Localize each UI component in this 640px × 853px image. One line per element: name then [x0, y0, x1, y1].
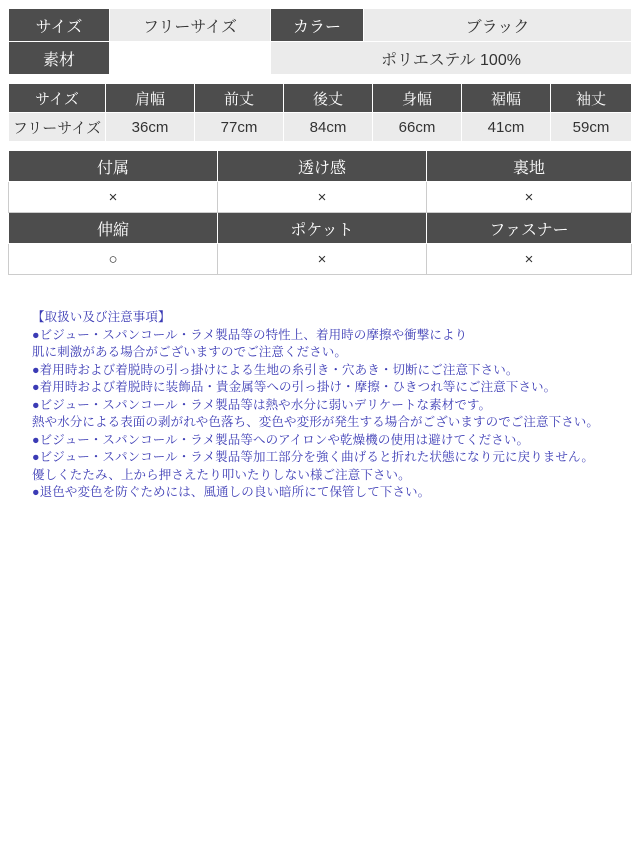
care-note-line: ●着用時および着脱時の引っ掛けによる生地の糸引き・穴あき・切断にご注意下さい。 — [32, 362, 519, 377]
spec-value-material: ポリエステル 100% — [271, 42, 632, 75]
feature-header-stretch: 伸縮 — [9, 213, 218, 244]
care-note-line: 優しくたたみ、上から押さえたり叩いたりしない様ご注意下さい。 — [32, 467, 411, 482]
care-note-line: 熱や水分による表面の剥がれや色落ち、変色や変形が発生する場合がございますのでご注意下さい。 — [32, 415, 600, 429]
care-note-line: ●退色や変色を防ぐためには、風通しの良い暗所にて保管して下さい。 — [32, 485, 431, 499]
feature-value-lining: × — [427, 182, 632, 213]
measurement-value-back-length: 84cm — [284, 113, 373, 142]
care-note-line: ●ビジュー・スパンコール・ラメ製品等の特性上、着用時の摩擦や衝撃により — [32, 327, 468, 342]
spec-value-color: ブラック — [364, 9, 632, 42]
measurement-header-hem-width: 裾幅 — [462, 84, 551, 113]
table-row — [9, 113, 632, 142]
spec-label-material: 素材 — [9, 42, 110, 75]
feature-header-accessory: 付属 — [9, 151, 218, 182]
measurement-header-front-length: 前丈 — [195, 84, 284, 113]
measurement-value-front-length: 77cm — [195, 113, 284, 142]
feature-value-zipper: × — [427, 244, 632, 275]
spec-spacer-cell — [110, 42, 271, 75]
measurement-header-size: サイズ — [9, 84, 106, 113]
spec-label-color: カラー — [271, 9, 364, 42]
table-row — [9, 244, 632, 275]
measurement-table — [8, 83, 632, 142]
feature-value-sheerness: × — [218, 182, 427, 213]
care-note-line: ●ビジュー・スパンコール・ラメ製品等は熱や水分に弱いデリケートな素材です。 — [32, 397, 492, 412]
feature-value-stretch: ○ — [9, 244, 218, 275]
spec-table — [8, 8, 632, 75]
measurement-header-back-length: 後丈 — [284, 84, 373, 113]
care-note-line: ●ビジュー・スパンコール・ラメ製品等加工部分を強く曲げると折れた状態になり元に戻りません。 — [32, 450, 594, 464]
feature-header-pocket: ポケット — [218, 213, 427, 244]
care-note-line: ●ビジュー・スパンコール・ラメ製品等へのアイロンや乾燥機の使用は避けてください。 — [32, 432, 530, 447]
feature-header-lining: 裏地 — [427, 151, 632, 182]
care-note-line: 肌に刺激がある場合がございますのでご注意ください。 — [32, 345, 348, 359]
measurement-value-body-width: 66cm — [373, 113, 462, 142]
table-header-row — [9, 84, 632, 113]
care-note-line: ●着用時および着脱時に装飾品・貴金属等への引っ掛け・摩擦・ひきつれ等にご注意下さい。 — [32, 380, 557, 394]
feature-header-zipper: ファスナー — [427, 213, 632, 244]
feature-header-sheerness: 透け感 — [218, 151, 427, 182]
table-row — [9, 42, 632, 75]
table-row — [9, 9, 632, 42]
care-notes-title: 【取扱い及び注意事項】 — [32, 310, 171, 324]
spec-label-size: サイズ — [9, 9, 110, 42]
feature-table — [8, 150, 632, 275]
table-row — [9, 182, 632, 213]
spec-value-size: フリーサイズ — [110, 9, 271, 42]
measurement-header-shoulder: 肩幅 — [106, 84, 195, 113]
table-header-row — [9, 151, 632, 182]
table-header-row — [9, 213, 632, 244]
measurement-header-sleeve-length: 袖丈 — [551, 84, 632, 113]
measurement-header-body-width: 身幅 — [373, 84, 462, 113]
measurement-value-shoulder: 36cm — [106, 113, 195, 142]
feature-value-pocket: × — [218, 244, 427, 275]
measurement-value-size: フリーサイズ — [9, 113, 106, 142]
measurement-value-sleeve-length: 59cm — [551, 113, 632, 142]
feature-value-accessory: × — [9, 182, 218, 213]
care-notes — [8, 309, 632, 502]
measurement-value-hem-width: 41cm — [462, 113, 551, 142]
